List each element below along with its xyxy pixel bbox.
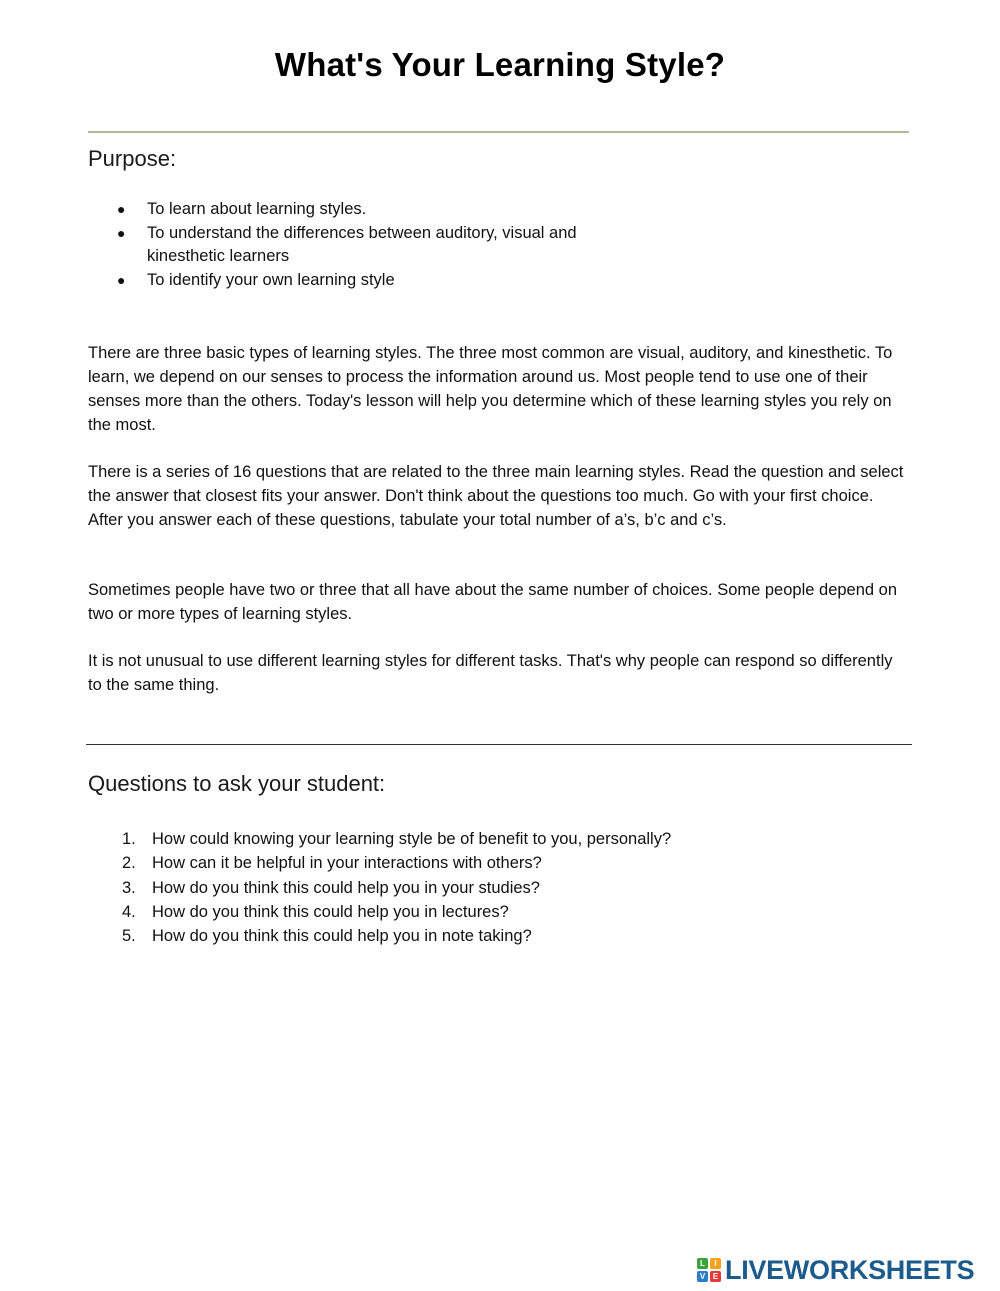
purpose-item — [0, 269, 627, 293]
question-item — [0, 851, 671, 875]
question-item — [0, 900, 671, 924]
question-text: How do you think this could help you in lectures? — [152, 902, 509, 921]
question-item — [0, 924, 671, 948]
bullet-icon: ● — [117, 224, 126, 241]
purpose-item-text: To understand the differences between auditory, visual and — [147, 223, 577, 242]
page-title: What's Your Learning Style? — [274, 46, 726, 83]
liveworksheets-brand[interactable] — [697, 1255, 974, 1285]
question-text: How do you think this could help you in your studies? — [152, 878, 540, 897]
intro-paragraph: There are three basic types of learning styles. The three most common are visual, auditory, and kinesthetic. To learn, we depend on our senses to process the information around us. Most people tend to use one of their senses more than the others. Today's lesson will help you determine which of these learning styles you rely on the most. — [88, 344, 893, 434]
bullet-icon: ● — [117, 271, 126, 288]
question-number: 1. — [122, 830, 136, 848]
question-item — [0, 876, 671, 900]
logo-cell: V — [697, 1271, 708, 1282]
purpose-item-text: To identify your own learning style — [147, 270, 395, 289]
questions-paragraph: There is a series of 16 questions that are related to the three main learning styles. Read the question and select the answer that closest fits your answer. Don't think about the questions too much. Go with your first choice. After you answer each of these questions, tabulate your total number of a’s, b’c and c’s. — [88, 463, 904, 529]
question-list — [0, 827, 671, 948]
purpose-item-text: To learn about learning styles. — [147, 200, 367, 218]
purpose-list — [0, 198, 627, 292]
question-text: How can it be helpful in your interactions with others? — [152, 854, 542, 873]
logo-cell: E — [710, 1271, 721, 1282]
purpose-item-text-continued: kinesthetic learners — [147, 247, 290, 265]
question-text: How do you think this could help you in note taking? — [152, 927, 532, 946]
different-tasks-paragraph: It is not unusual to use different learning styles for different tasks. That's why people can respond so differently to the same thing. — [88, 652, 893, 694]
question-text: How could knowing your learning style be of benefit to you, personally? — [152, 830, 672, 848]
questions-heading: Questions to ask your student: — [88, 771, 386, 796]
purpose-item — [0, 198, 627, 222]
question-number: 4. — [122, 902, 136, 921]
question-number: 5. — [122, 927, 136, 946]
bullet-icon: ● — [117, 201, 126, 217]
purpose-item — [0, 222, 627, 269]
purpose-heading: Purpose: — [88, 146, 177, 171]
logo-cell: L — [697, 1258, 708, 1269]
brand-name: LIVEWORKSHEETS — [725, 1254, 975, 1285]
question-number: 3. — [122, 878, 136, 897]
logo-cell: I — [710, 1258, 721, 1269]
liveworksheets-logo-icon — [697, 1258, 721, 1282]
question-number: 2. — [122, 854, 136, 873]
section-divider — [86, 744, 912, 745]
multiple-styles-paragraph: Sometimes people have two or three that all have about the same number of choices. Some people depend on two or more types of learning styles. — [88, 581, 898, 623]
question-item — [0, 827, 671, 851]
title-divider — [88, 131, 909, 133]
